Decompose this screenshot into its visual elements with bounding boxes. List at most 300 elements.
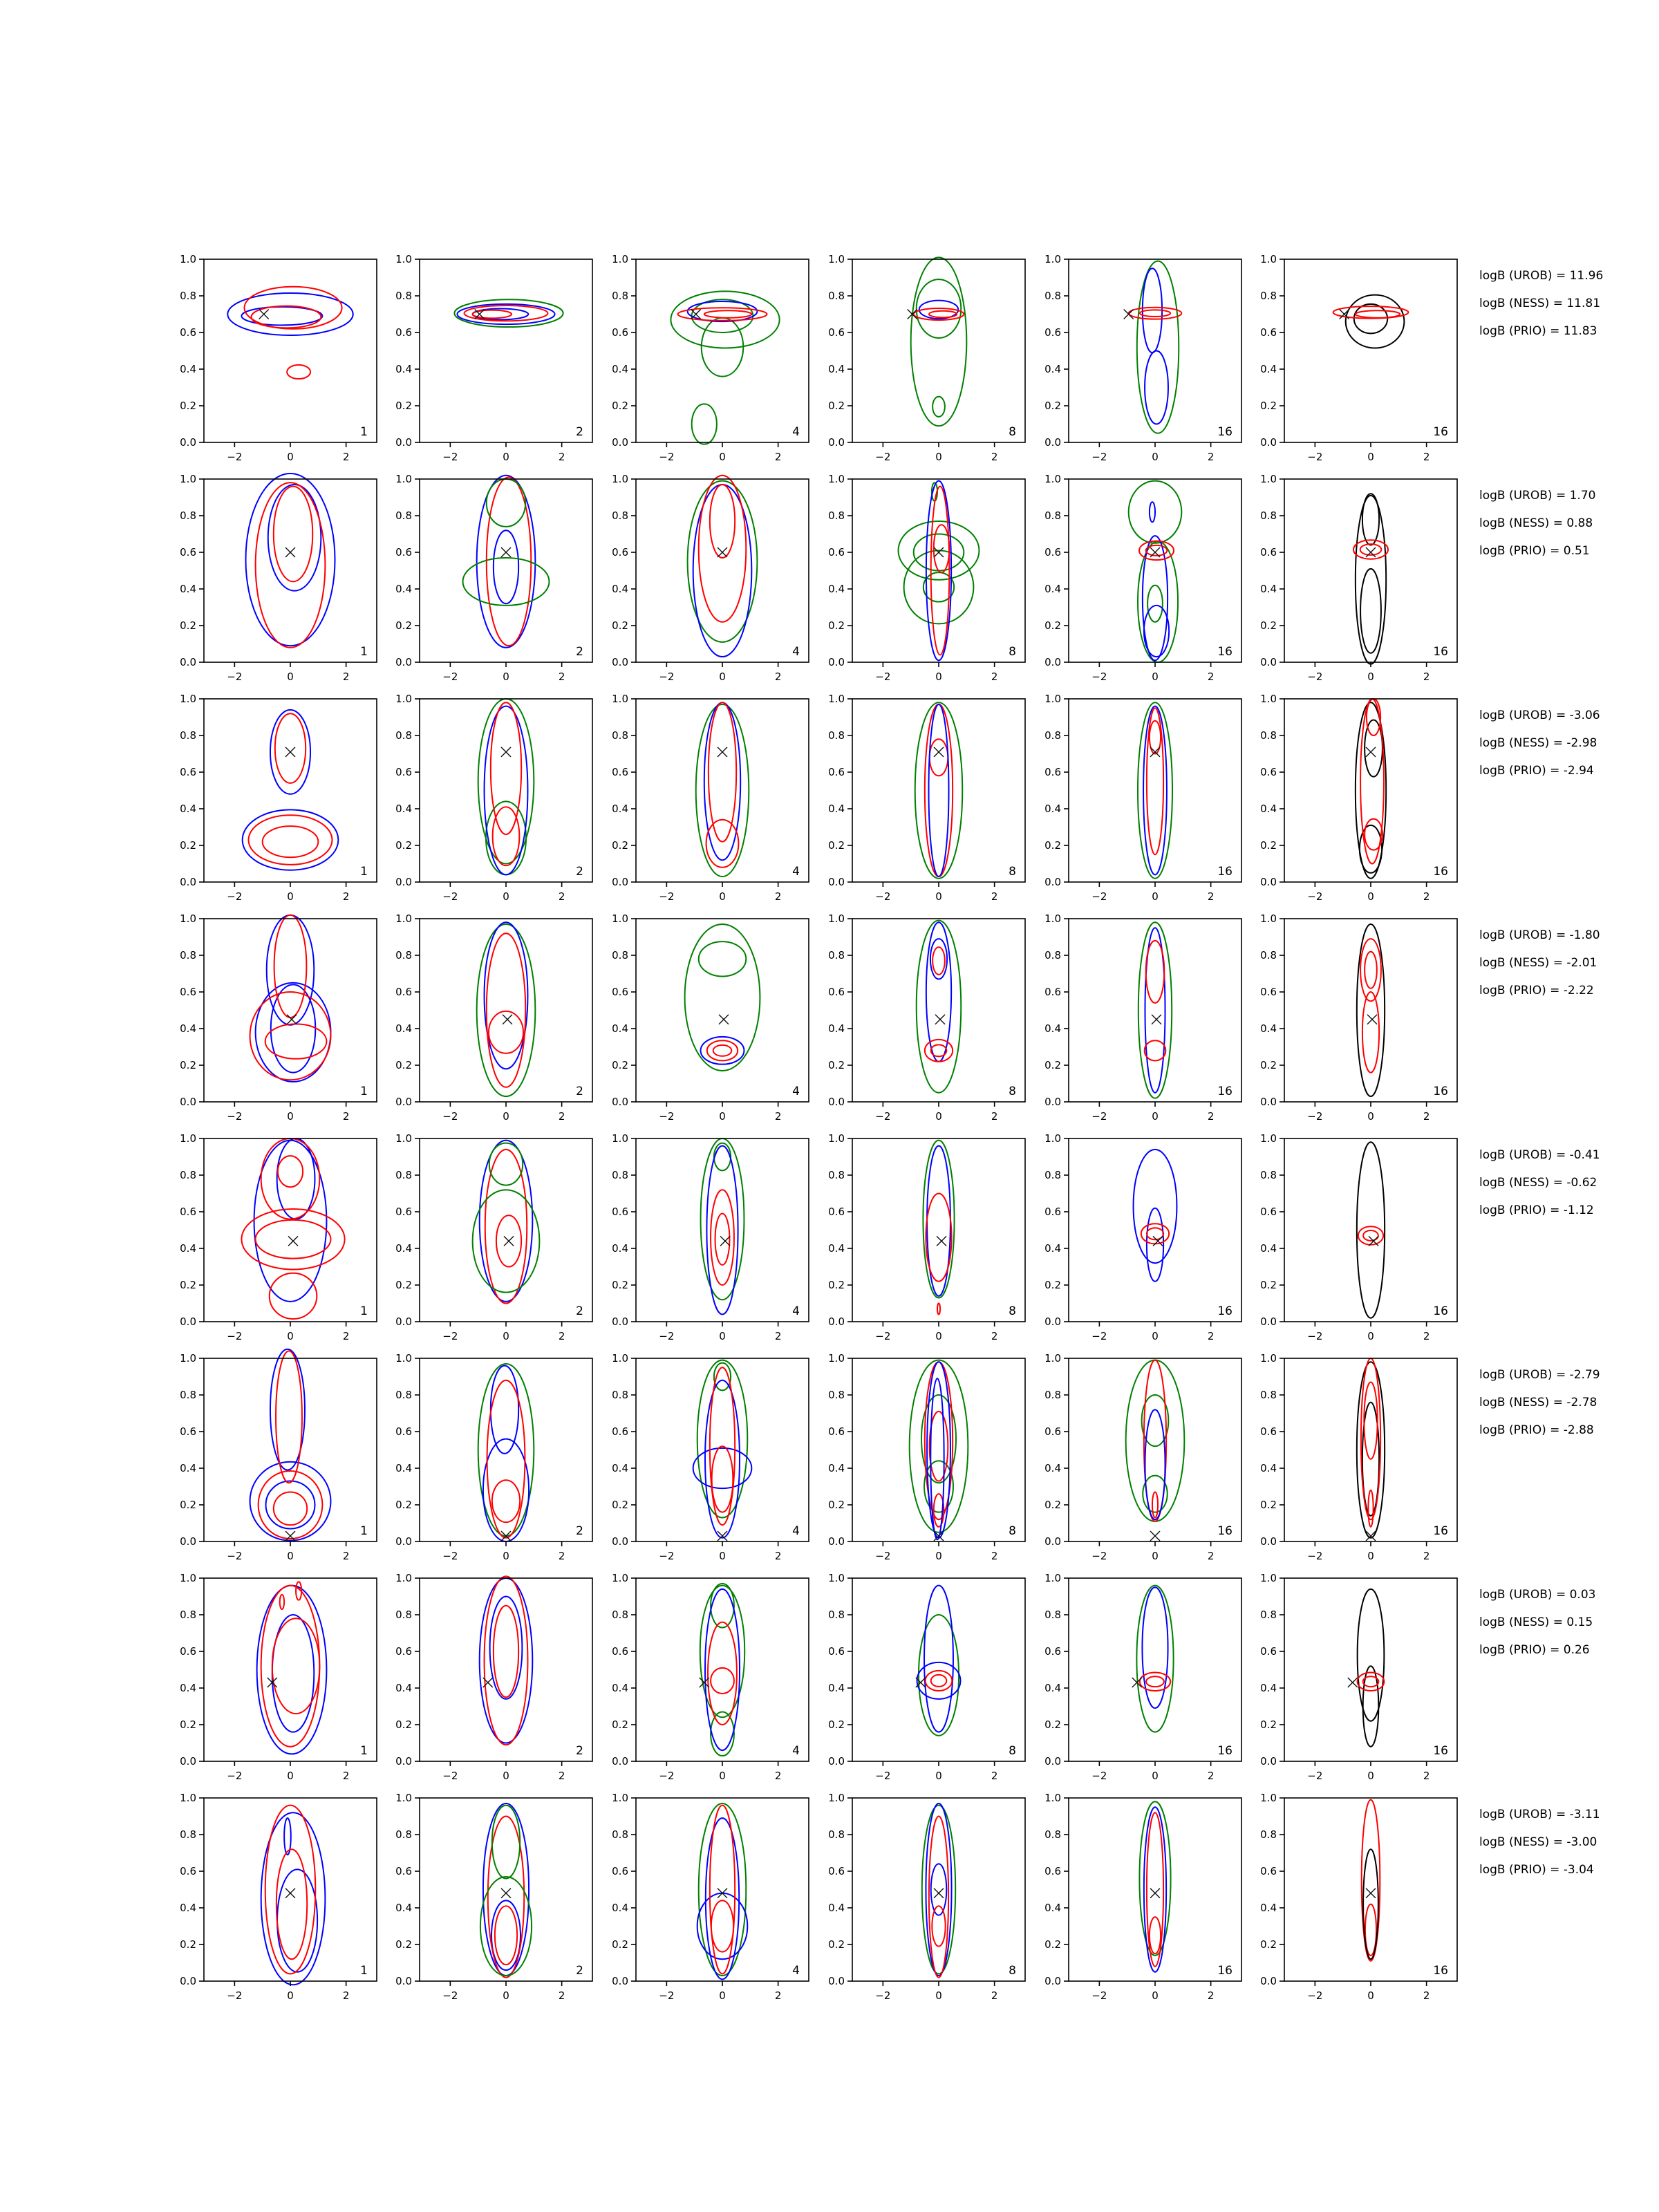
axes-box: [420, 1798, 592, 1981]
y-tick-label: 0.2: [1044, 1718, 1061, 1731]
y-tick-label: 0.8: [828, 290, 845, 302]
panel-count-label: 1: [360, 1085, 368, 1098]
y-tick-label: 0.6: [1044, 1645, 1061, 1658]
y-tick-label: 0.8: [1044, 1389, 1061, 1401]
axis-ticks: [828, 1792, 997, 2002]
panel-count-label: 1: [360, 1524, 368, 1538]
axes-box: [204, 699, 377, 882]
axis-ticks: [180, 1792, 349, 2002]
panel-r1-c3: [612, 253, 809, 463]
y-tick-label: 0.6: [395, 1206, 412, 1218]
axes-box: [204, 1358, 377, 1541]
y-tick-label: 0.2: [395, 1499, 412, 1511]
y-tick-label: 1.0: [828, 473, 845, 485]
panel-r1-c1: [180, 253, 377, 463]
axis-ticks: [180, 1572, 349, 1782]
reference-x-marker: [934, 547, 944, 557]
y-tick-label: 0.2: [395, 400, 412, 412]
panel-count-label: 1: [360, 1744, 368, 1758]
x-tick-label: 2: [558, 890, 565, 903]
y-tick-label: 0.0: [395, 436, 412, 449]
axes-box: [1069, 919, 1241, 1102]
x-tick-label: 0: [935, 1110, 942, 1123]
y-tick-label: 0.4: [395, 803, 412, 815]
panel-count-label: 1: [360, 1964, 368, 1978]
logb-line-r1-1: logB (UROB) = 11.96: [1479, 269, 1604, 283]
x-tick-label: 2: [558, 1550, 565, 1562]
axes-box: [1069, 1138, 1241, 1322]
panel-count-label: 16: [1217, 1524, 1232, 1538]
x-tick-label: −2: [1307, 1770, 1323, 1782]
reference-x-marker: [288, 1236, 298, 1246]
axes-box: [420, 919, 592, 1102]
axis-ticks: [395, 693, 565, 903]
y-tick-label: 0.6: [828, 1645, 845, 1658]
y-tick-label: 0.8: [612, 509, 628, 522]
y-tick-label: 0.8: [1260, 949, 1277, 962]
panel-r5-c4: [828, 1132, 1025, 1342]
x-tick-label: 0: [503, 671, 509, 683]
x-tick-label: 0: [503, 1989, 509, 2002]
axes-box: [420, 259, 592, 442]
logb-line-r3-1: logB (UROB) = -3.06: [1479, 709, 1600, 722]
x-tick-label: −2: [227, 451, 243, 463]
y-tick-label: 0.8: [1044, 1169, 1061, 1181]
y-tick-label: 0.4: [1044, 1242, 1061, 1255]
y-tick-label: 0.0: [1260, 1755, 1277, 1768]
y-tick-label: 0.0: [1260, 876, 1277, 888]
y-tick-label: 0.0: [180, 1096, 196, 1108]
logb-line-r2-2: logB (NESS) = 0.88: [1479, 516, 1593, 530]
y-tick-label: 0.4: [1260, 1242, 1277, 1255]
panel-count-label: 1: [360, 865, 368, 879]
y-tick-label: 0.6: [828, 1865, 845, 1877]
axis-ticks: [1260, 1132, 1430, 1342]
contour-lines: [261, 1806, 326, 1985]
panel-r8-c1: [180, 1792, 377, 2002]
y-tick-label: 1.0: [828, 912, 845, 925]
panel-count-label: 8: [1009, 1085, 1016, 1098]
y-tick-label: 0.8: [1044, 290, 1061, 302]
y-tick-label: 0.2: [612, 619, 628, 632]
panel-r7-c1: [180, 1572, 377, 1782]
y-tick-label: 0.6: [612, 1645, 628, 1658]
reference-x-marker: [501, 547, 511, 557]
y-tick-label: 0.8: [612, 1609, 628, 1621]
y-tick-label: 0.0: [180, 876, 196, 888]
y-tick-label: 0.2: [1044, 1059, 1061, 1071]
contour-lines: [1358, 1589, 1385, 1747]
y-tick-label: 0.2: [1260, 1938, 1277, 1951]
x-tick-label: 0: [935, 1770, 942, 1782]
x-tick-label: 2: [1423, 1550, 1430, 1562]
x-tick-label: 0: [503, 451, 509, 463]
x-tick-label: −2: [1091, 1770, 1107, 1782]
x-tick-label: 0: [935, 1550, 942, 1562]
axes-box: [636, 919, 809, 1102]
y-tick-label: 0.2: [395, 1938, 412, 1951]
axis-ticks: [1044, 693, 1214, 903]
axis-ticks: [612, 1572, 781, 1782]
y-tick-label: 0.0: [1260, 436, 1277, 449]
axes-box: [204, 479, 377, 662]
contour-lines: [1138, 922, 1172, 1098]
logb-line-r8-3: logB (PRIO) = -3.04: [1479, 1863, 1594, 1877]
y-tick-label: 0.4: [180, 363, 196, 375]
y-tick-label: 0.6: [1044, 1206, 1061, 1218]
x-tick-label: −2: [875, 451, 891, 463]
panel-r7-c5: [1044, 1572, 1241, 1782]
reference-x-marker: [718, 747, 727, 757]
y-tick-label: 0.4: [1260, 363, 1277, 375]
x-tick-label: 2: [558, 1330, 565, 1342]
x-tick-label: −2: [227, 671, 243, 683]
axes-box: [204, 1138, 377, 1322]
y-tick-label: 0.8: [612, 729, 628, 742]
panel-r3-c5: [1044, 693, 1241, 903]
x-tick-label: 0: [1367, 1770, 1374, 1782]
panel-r8-c5: [1044, 1792, 1241, 2002]
x-tick-label: 2: [342, 1989, 350, 2002]
y-tick-label: 0.8: [828, 1169, 845, 1181]
y-tick-label: 0.2: [1260, 839, 1277, 852]
y-tick-label: 0.0: [612, 656, 628, 668]
y-tick-label: 0.2: [828, 619, 845, 632]
axis-ticks: [1260, 1352, 1430, 1562]
x-tick-label: 0: [719, 1550, 726, 1562]
y-tick-label: 0.4: [1044, 803, 1061, 815]
y-tick-label: 0.6: [612, 1206, 628, 1218]
y-tick-label: 0.2: [395, 619, 412, 632]
logb-line-r3-2: logB (NESS) = -2.98: [1479, 736, 1597, 750]
contour-lines: [701, 1138, 744, 1314]
panel-r7-c2: [395, 1572, 592, 1782]
y-tick-label: 0.2: [612, 1938, 628, 1951]
reference-x-marker: [935, 1015, 945, 1024]
contour-lines: [243, 710, 339, 870]
logb-line-r4-2: logB (NESS) = -2.01: [1479, 956, 1597, 970]
y-tick-label: 0.8: [395, 1169, 412, 1181]
axes-box: [636, 1798, 809, 1981]
axes-box: [852, 1358, 1025, 1541]
y-tick-label: 0.6: [612, 1865, 628, 1877]
x-tick-label: −2: [442, 1770, 458, 1782]
reference-x-marker: [720, 1236, 730, 1246]
y-tick-label: 1.0: [828, 253, 845, 265]
panel-count-label: 8: [1009, 1964, 1016, 1978]
y-tick-label: 0.8: [395, 949, 412, 962]
y-tick-label: 0.0: [612, 1096, 628, 1108]
axes-box: [636, 259, 809, 442]
axis-ticks: [612, 1792, 781, 2002]
y-tick-label: 0.2: [1044, 1499, 1061, 1511]
panel-r4-c5: [1044, 912, 1241, 1123]
x-tick-label: 0: [503, 1770, 509, 1782]
panel-r3-c2: [395, 693, 592, 903]
y-tick-label: 0.4: [1044, 1022, 1061, 1035]
y-tick-label: 1.0: [1260, 1352, 1277, 1365]
contour-lines: [917, 1586, 961, 1736]
y-tick-label: 0.2: [828, 400, 845, 412]
y-tick-label: 0.8: [395, 509, 412, 522]
reference-x-marker: [285, 747, 295, 757]
y-tick-label: 0.4: [1044, 1682, 1061, 1694]
panel-r2-c1: [180, 473, 377, 683]
x-tick-label: 0: [1367, 1110, 1374, 1123]
panel-r8-c6: [1260, 1792, 1457, 2002]
contour-lines: [250, 915, 331, 1082]
x-tick-label: 0: [935, 890, 942, 903]
contour-lines: [250, 1349, 331, 1541]
y-tick-label: 0.4: [612, 1682, 628, 1694]
y-tick-label: 0.4: [395, 1242, 412, 1255]
logb-line-r4-1: logB (UROB) = -1.80: [1479, 928, 1600, 942]
reference-x-marker: [937, 1236, 946, 1246]
x-tick-label: −2: [1091, 1550, 1107, 1562]
y-tick-label: 0.2: [1260, 1279, 1277, 1291]
axis-ticks: [395, 473, 565, 683]
y-tick-label: 0.0: [1044, 436, 1061, 449]
y-tick-label: 1.0: [1260, 912, 1277, 925]
panel-count-label: 16: [1433, 1085, 1448, 1098]
x-tick-label: 0: [1152, 451, 1159, 463]
axes-box: [1284, 479, 1457, 662]
y-tick-label: 1.0: [612, 1792, 628, 1804]
x-tick-label: −2: [227, 1989, 243, 2002]
x-tick-label: 0: [1367, 1989, 1374, 2002]
logb-line-r5-1: logB (UROB) = -0.41: [1479, 1148, 1600, 1162]
x-tick-label: −2: [659, 1330, 675, 1342]
y-tick-label: 0.6: [180, 1645, 196, 1658]
y-tick-label: 0.4: [1044, 1902, 1061, 1914]
y-tick-label: 0.2: [612, 1499, 628, 1511]
y-tick-label: 1.0: [395, 912, 412, 925]
reference-x-marker: [934, 747, 944, 757]
x-tick-label: 2: [774, 1989, 782, 2002]
x-tick-label: 2: [558, 671, 565, 683]
x-tick-label: 2: [774, 451, 782, 463]
axes-box: [852, 919, 1025, 1102]
reference-x-marker: [1367, 1015, 1377, 1024]
x-tick-label: 2: [1207, 451, 1215, 463]
x-tick-label: 2: [558, 1770, 565, 1782]
reference-x-marker: [1152, 1015, 1161, 1024]
reference-x-marker: [503, 1015, 512, 1024]
y-tick-label: 0.4: [180, 1902, 196, 1914]
panel-count-label: 16: [1217, 1744, 1232, 1758]
y-tick-label: 0.4: [395, 1022, 412, 1035]
logb-line-r3-3: logB (PRIO) = -2.94: [1479, 764, 1594, 778]
x-tick-label: −2: [1091, 890, 1107, 903]
x-tick-label: −2: [875, 1989, 891, 2002]
y-tick-label: 0.8: [395, 1828, 412, 1841]
panel-count-label: 4: [792, 1304, 800, 1318]
y-tick-label: 0.4: [395, 1902, 412, 1914]
contour-lines: [1362, 1800, 1380, 1961]
y-tick-label: 0.2: [612, 839, 628, 852]
y-tick-label: 0.0: [1260, 1535, 1277, 1548]
y-tick-label: 0.0: [828, 1315, 845, 1328]
y-tick-label: 0.6: [828, 1206, 845, 1218]
logb-line-r1-3: logB (PRIO) = 11.83: [1479, 324, 1597, 338]
y-tick-label: 1.0: [828, 1132, 845, 1145]
panel-count-label: 16: [1217, 1304, 1232, 1318]
y-tick-label: 1.0: [1260, 693, 1277, 705]
y-tick-label: 0.0: [180, 1535, 196, 1548]
x-tick-label: 0: [719, 1770, 726, 1782]
y-tick-label: 1.0: [1260, 473, 1277, 485]
y-tick-label: 0.0: [180, 1755, 196, 1768]
y-tick-label: 0.0: [612, 1535, 628, 1548]
reference-x-marker: [1340, 310, 1349, 319]
panel-r7-c6: [1260, 1572, 1457, 1782]
reference-x-marker: [934, 1888, 944, 1898]
y-tick-label: 0.8: [1044, 1609, 1061, 1621]
y-tick-label: 0.2: [612, 1279, 628, 1291]
contour-lines: [700, 1584, 745, 1756]
contour-lines: [693, 1360, 752, 1538]
reference-x-marker: [719, 1015, 729, 1024]
y-tick-label: 0.0: [612, 1315, 628, 1328]
y-tick-label: 0.2: [828, 1718, 845, 1731]
y-tick-label: 0.6: [1260, 766, 1277, 778]
axis-ticks: [395, 912, 565, 1123]
axis-ticks: [395, 253, 565, 463]
y-tick-label: 0.4: [828, 583, 845, 595]
axes-box: [420, 479, 592, 662]
axes-box: [636, 1138, 809, 1322]
axis-ticks: [1260, 1792, 1430, 2002]
axes-box: [1284, 919, 1457, 1102]
x-tick-label: −2: [227, 1550, 243, 1562]
x-tick-label: 2: [558, 1989, 565, 2002]
y-tick-label: 0.0: [1260, 1315, 1277, 1328]
panel-r6-c2: [395, 1352, 592, 1562]
x-tick-label: 0: [287, 1550, 294, 1562]
x-tick-label: 2: [774, 1550, 782, 1562]
y-tick-label: 0.4: [1044, 1462, 1061, 1474]
y-tick-label: 1.0: [395, 693, 412, 705]
x-tick-label: −2: [227, 1330, 243, 1342]
contour-lines: [473, 1141, 540, 1304]
y-tick-label: 0.8: [395, 290, 412, 302]
panel-r4-c4: [828, 912, 1025, 1123]
x-tick-label: 2: [1423, 671, 1430, 683]
y-tick-label: 0.0: [395, 1535, 412, 1548]
logb-line-r7-2: logB (NESS) = 0.15: [1479, 1615, 1593, 1629]
contour-lines: [241, 1138, 344, 1319]
axes-box: [636, 1578, 809, 1761]
x-tick-label: −2: [227, 890, 243, 903]
x-tick-label: 2: [1423, 1770, 1430, 1782]
x-tick-label: 2: [1207, 890, 1215, 903]
axis-ticks: [828, 253, 997, 463]
x-tick-label: 2: [991, 1330, 998, 1342]
x-tick-label: 2: [774, 671, 782, 683]
y-tick-label: 0.8: [395, 1389, 412, 1401]
contour-lines: [1333, 295, 1409, 348]
panel-r6-c4: [828, 1352, 1025, 1562]
y-tick-label: 0.6: [612, 986, 628, 998]
y-tick-label: 1.0: [1260, 1572, 1277, 1584]
x-tick-label: 0: [935, 671, 942, 683]
x-tick-label: 2: [558, 451, 565, 463]
y-tick-label: 0.0: [612, 876, 628, 888]
x-tick-label: 0: [1367, 451, 1374, 463]
x-tick-label: −2: [875, 1110, 891, 1123]
y-tick-label: 1.0: [1260, 253, 1277, 265]
x-tick-label: −2: [659, 451, 675, 463]
x-tick-label: −2: [1307, 1550, 1323, 1562]
y-tick-label: 0.6: [180, 1425, 196, 1438]
x-tick-label: 2: [774, 1770, 782, 1782]
contour-lines: [697, 1803, 748, 1979]
panel-r1-c5: [1044, 253, 1241, 463]
x-tick-label: 2: [342, 1550, 350, 1562]
x-tick-label: 0: [1152, 1550, 1159, 1562]
y-tick-label: 0.0: [612, 436, 628, 449]
axes-box: [636, 479, 809, 662]
axes-box: [1284, 259, 1457, 442]
y-tick-label: 0.8: [828, 1609, 845, 1621]
panel-count-label: 16: [1217, 1085, 1232, 1098]
reference-x-marker: [287, 1015, 297, 1024]
contour-lines: [1353, 494, 1388, 664]
y-tick-label: 1.0: [180, 1572, 196, 1584]
y-tick-label: 0.4: [612, 363, 628, 375]
panel-r2-c4: [828, 473, 1025, 683]
y-tick-label: 1.0: [1260, 1132, 1277, 1145]
contour-lines: [477, 922, 536, 1096]
y-tick-label: 0.2: [395, 1718, 412, 1731]
axes-box: [1069, 1358, 1241, 1541]
y-tick-label: 1.0: [395, 1132, 412, 1145]
x-tick-label: −2: [659, 1110, 675, 1123]
x-tick-label: 0: [287, 1989, 294, 2002]
panel-count-label: 2: [576, 1085, 583, 1098]
y-tick-label: 0.0: [395, 876, 412, 888]
panel-count-label: 16: [1433, 1964, 1448, 1978]
panel-count-label: 8: [1009, 1304, 1016, 1318]
panel-r3-c4: [828, 693, 1025, 903]
x-tick-label: 0: [1152, 1989, 1159, 2002]
y-tick-label: 0.4: [180, 1682, 196, 1694]
panel-count-label: 16: [1433, 645, 1448, 659]
contour-lines: [1126, 1360, 1185, 1521]
y-tick-label: 0.2: [180, 1059, 196, 1071]
panel-r4-c2: [395, 912, 592, 1123]
y-tick-label: 0.2: [828, 1059, 845, 1071]
y-tick-label: 0.8: [828, 949, 845, 962]
axes-box: [636, 1358, 809, 1541]
y-tick-label: 0.2: [1044, 839, 1061, 852]
y-tick-label: 0.8: [180, 290, 196, 302]
y-tick-label: 0.2: [612, 1718, 628, 1731]
contour-lines: [1129, 261, 1182, 433]
y-tick-label: 0.6: [1044, 766, 1061, 778]
x-tick-label: −2: [875, 1550, 891, 1562]
y-tick-label: 0.0: [828, 436, 845, 449]
y-tick-label: 0.4: [828, 1462, 845, 1474]
panel-r5-c5: [1044, 1132, 1241, 1342]
axis-ticks: [1260, 473, 1430, 683]
y-tick-label: 0.4: [612, 803, 628, 815]
y-tick-label: 0.0: [180, 1975, 196, 1987]
y-tick-label: 0.8: [1260, 729, 1277, 742]
axis-ticks: [828, 1352, 997, 1562]
logb-line-r8-1: logB (UROB) = -3.11: [1479, 1808, 1600, 1821]
axes-box: [852, 1798, 1025, 1981]
